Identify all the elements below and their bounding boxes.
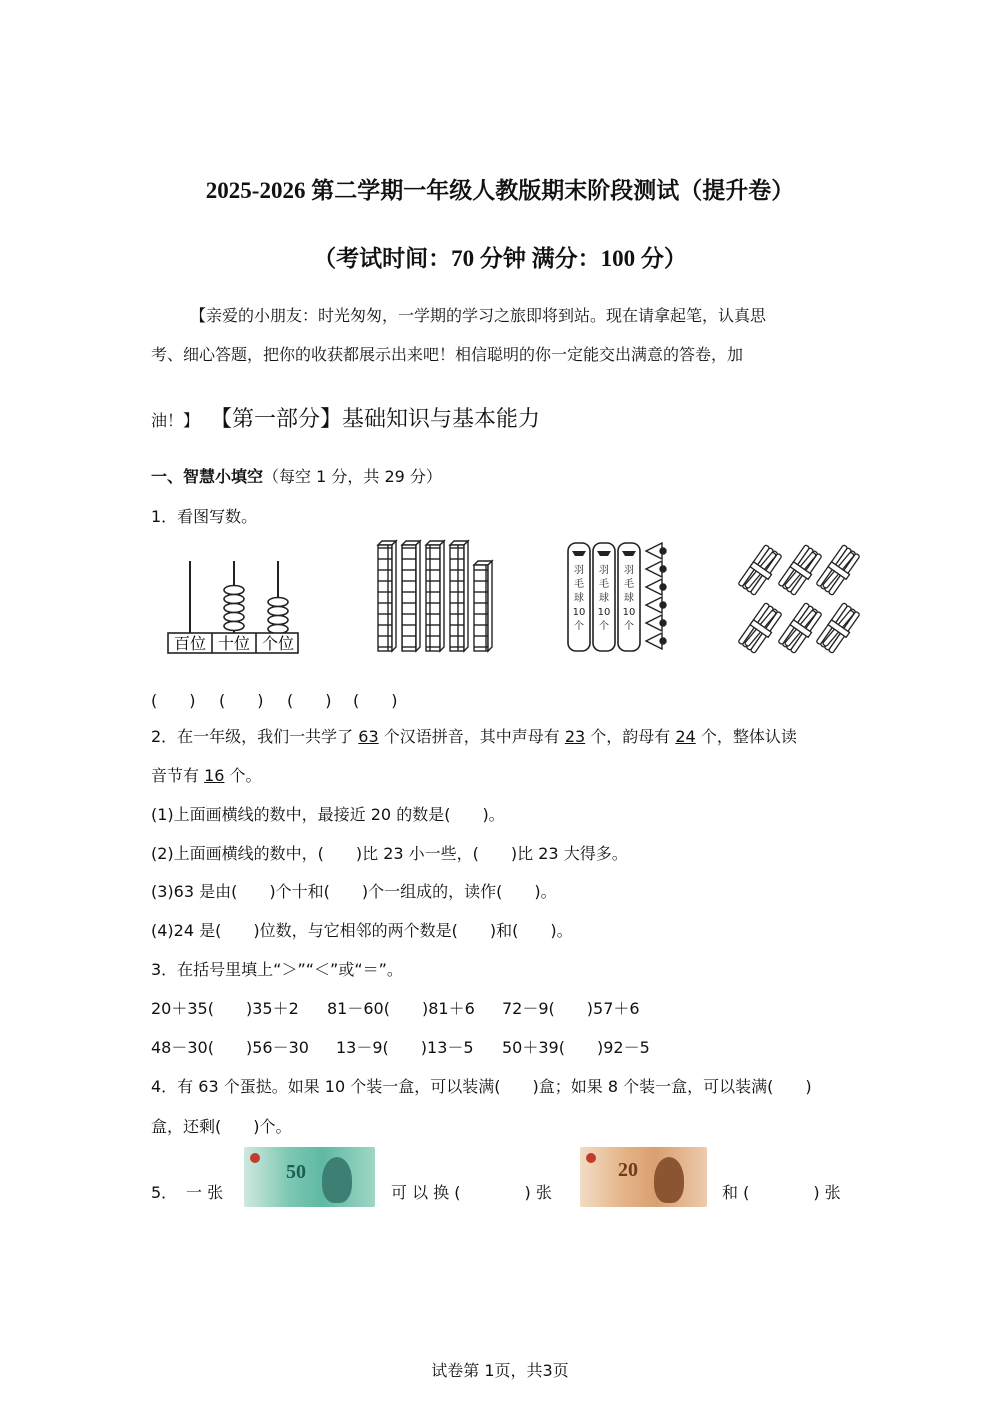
tube-label-2b: 毛 — [599, 579, 609, 590]
q3-expr-2: 81－60( )81＋6 — [327, 999, 475, 1018]
question-5-word-1: 一 张 — [186, 1183, 224, 1202]
q3-expr-5: 13－9( )13－5 — [336, 1038, 474, 1057]
q2-underlined-23: 23 — [564, 727, 586, 746]
emblem-icon — [250, 1153, 260, 1163]
intro-line-3: 油！】 — [151, 411, 200, 430]
q2-underlined-63: 63 — [358, 727, 379, 746]
q2-text-f: 个。 — [224, 766, 262, 785]
q2-sub-1: (1)上面画横线的数中，最接近 20 的数是( )。 — [151, 805, 505, 824]
q1-blank-4[interactable]: ( ) — [353, 691, 398, 710]
abacus-figure — [166, 555, 302, 657]
emblem-icon — [586, 1153, 596, 1163]
q2-text-b: 个汉语拼音，其中声母有 — [378, 727, 565, 746]
tube-label-4c: 10 — [622, 607, 636, 618]
banknote-50-icon — [244, 1147, 375, 1207]
q3-expr-1: 20＋35( )35＋2 — [151, 999, 299, 1018]
section-title: 一、智慧小填空 — [151, 467, 264, 486]
q1-blank-3[interactable]: ( ) — [287, 691, 332, 710]
banknote-20-portrait — [654, 1157, 684, 1203]
shuttlecock-tubes-figure — [564, 537, 674, 659]
tube-label-1c: 羽 — [624, 565, 634, 576]
abacus-label-hundreds: 百位 — [173, 634, 207, 653]
question-4-line-1: 4．有 63 个蛋挞。如果 10 个装一盒，可以装满( )盒；如果 8 个装一盒，可以装满( ) — [151, 1077, 812, 1096]
abacus-label-ones: 个位 — [261, 634, 295, 653]
tube-label-1b: 羽 — [599, 565, 609, 576]
question-5-number: 5． — [151, 1183, 178, 1202]
part-heading: 【第一部分】基础知识与基本能力 — [210, 407, 541, 432]
tube-label-2c: 毛 — [624, 579, 634, 590]
tube-label-2: 毛 — [574, 579, 584, 590]
tube-label-5b: 个 — [599, 621, 609, 632]
question-1-text: 1．看图写数。 — [151, 507, 258, 526]
tube-label-3b: 球 — [599, 593, 609, 604]
abacus-label-tens: 十位 — [217, 634, 251, 653]
page-subtitle: （考试时间：70 分钟 满分：100 分） — [313, 246, 687, 271]
question-4-line-2: 盒，还剩( )个。 — [151, 1117, 292, 1136]
banknote-20-icon — [580, 1147, 707, 1207]
question-5-word-2: 可 以 换 ( ) 张 — [391, 1183, 552, 1202]
question-2-line-2 — [151, 763, 262, 786]
intro-line-2: 考、细心答题，把你的收获都展示出来吧！相信聪明的你一定能交出满意的答卷，加 — [151, 345, 744, 364]
q2-underlined-16: 16 — [204, 766, 225, 785]
q2-sub-4: (4)24 是( )位数，与它相邻的两个数是( )和( )。 — [151, 921, 573, 940]
tube-label-3c: 球 — [624, 593, 634, 604]
q2-sub-3: (3)63 是由( )个十和( )个一组成的，读作( )。 — [151, 882, 557, 901]
q2-sub-2: (2)上面画横线的数中，( )比 23 小一些，( )比 23 大得多。 — [151, 844, 628, 863]
tube-label-5c: 个 — [624, 621, 634, 632]
q1-blank-2[interactable]: ( ) — [219, 691, 264, 710]
q2-text-e: 音节有 — [151, 766, 205, 785]
q2-underlined-24: 24 — [675, 727, 696, 746]
tube-label-1: 羽 — [574, 565, 584, 576]
section-note: （每空 1 分，共 29 分） — [263, 467, 442, 486]
question-2-line-1 — [151, 724, 797, 747]
tube-label-5: 个 — [574, 621, 584, 632]
q2-text-c: 个，韵母有 — [585, 727, 676, 746]
q3-expr-4: 48－30( )56－30 — [151, 1038, 309, 1057]
tube-label-4: 10 — [572, 607, 586, 618]
question-3-text: 3．在括号里填上“＞”“＜”或“＝”。 — [151, 960, 403, 979]
shuttlecock-icon — [646, 543, 666, 649]
q2-text-a: 2．在一年级，我们一共学了 — [151, 727, 359, 746]
question-5-word-3: 和 ( ) 张 — [722, 1183, 841, 1202]
q3-expr-6: 50＋39( )92－5 — [502, 1038, 650, 1057]
page-title: 2025-2026 第二学期一年级人教版期末阶段测试（提升卷） — [205, 178, 795, 203]
page-footer: 试卷第 1页，共3页 — [431, 1361, 569, 1380]
section-heading — [151, 464, 442, 487]
q1-blank-1[interactable]: ( ) — [151, 691, 196, 710]
banknote-20-value: 20 — [618, 1159, 638, 1181]
tube-label-4b: 10 — [597, 607, 611, 618]
banknote-50-portrait — [322, 1157, 352, 1203]
banknote-50-value: 50 — [286, 1161, 306, 1183]
q3-expr-3: 72－9( )57＋6 — [502, 999, 640, 1018]
tube-label-3: 球 — [574, 593, 584, 604]
stick-bundles-figure — [738, 540, 862, 660]
cube-sticks-figure — [374, 537, 494, 655]
q2-text-d: 个，整体认读 — [695, 727, 797, 746]
intro-line-1: 【亲爱的小朋友：时光匆匆，一学期的学习之旅即将到站。现在请拿起笔，认真思 — [190, 306, 767, 325]
